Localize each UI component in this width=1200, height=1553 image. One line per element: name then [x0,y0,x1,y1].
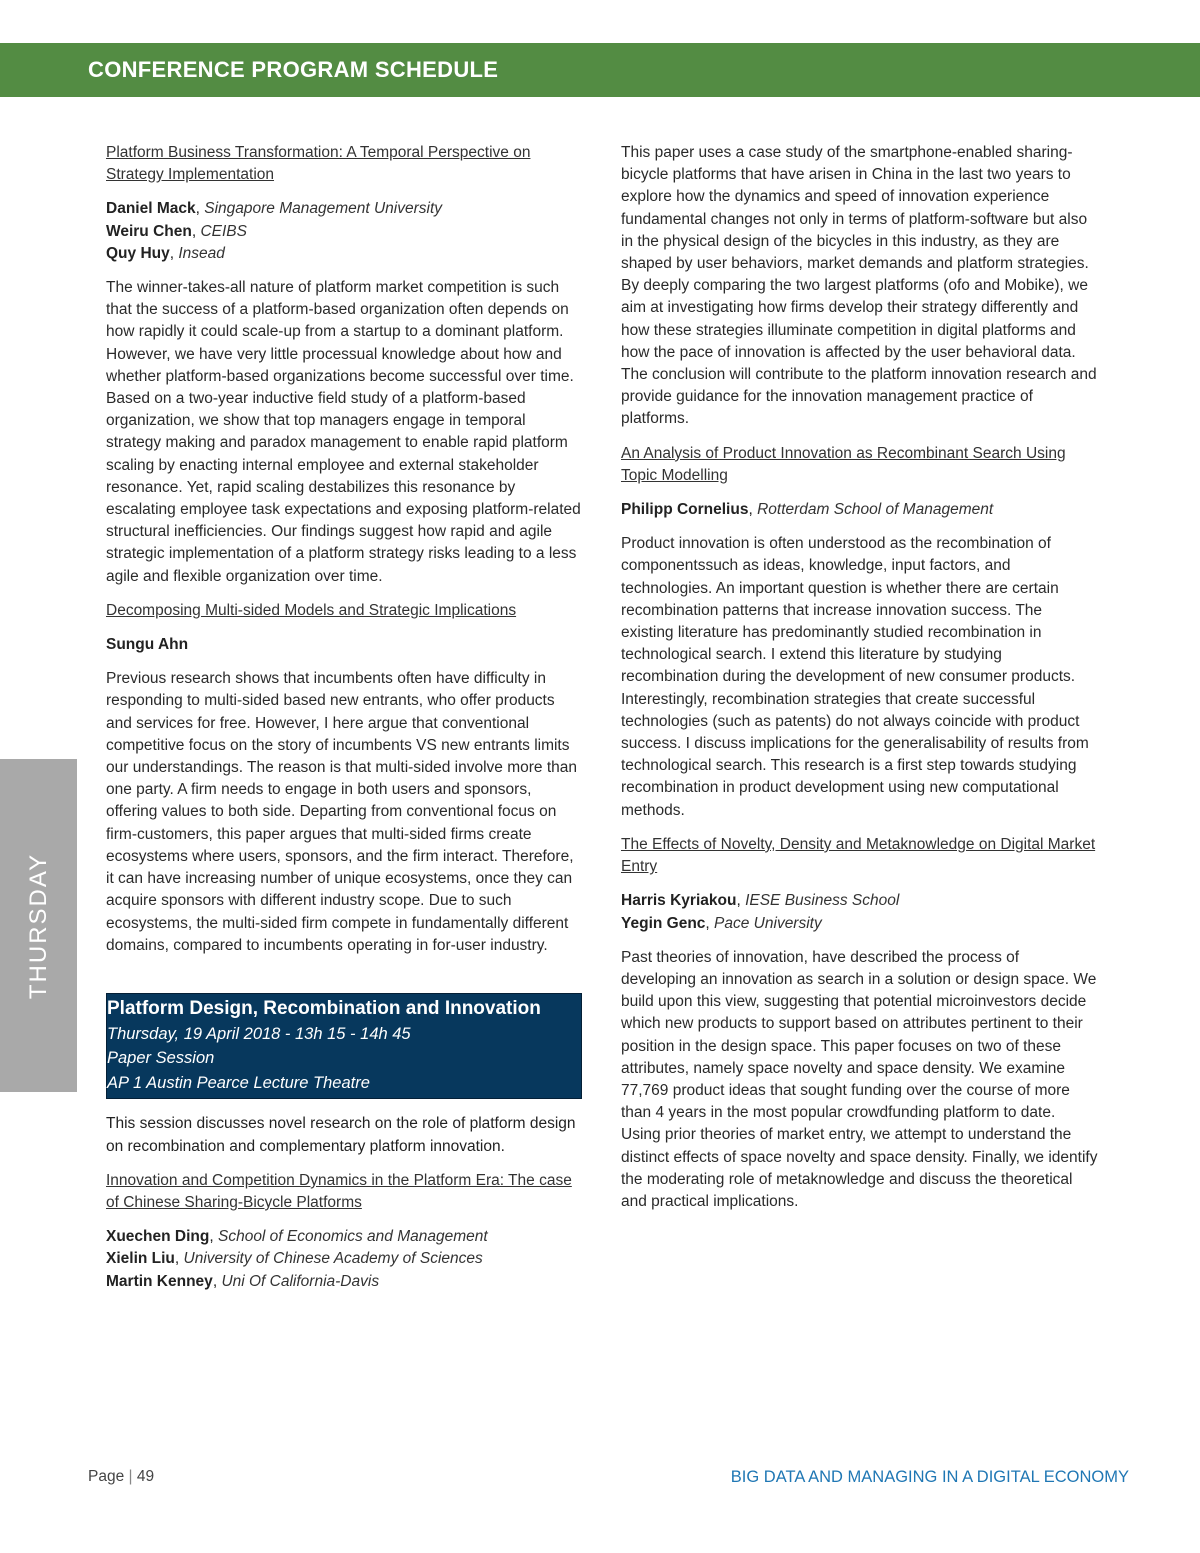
paper-abstract: The winner-takes-all nature of platform market competition is such that the success of a platform-based organization often depends on how rapidly it could scale-up from a startup to a dominant platform. However, we have very little processual knowledge about how and whether platform-based organizations become successful over time. Based on a two-year inductive field study of a platform-based organization, we show that top managers engage in temporal strategy making and paradox management to enable rapid platform scaling by enacting internal employee and external stakeholder resonance. Yet, rapid scaling destabilizes this resonance by escalating employee task expectations and exposing platform-related structural inefficiencies. Our findings suggest how rapid and agile strategic implementation of a platform strategy risks leading to a less agile and flexible organization over time. [106,279,581,585]
left-column [106,142,584,1305]
session-header-box [106,993,582,1100]
author-name: Daniel Mack [106,200,196,218]
paper-title[interactable]: Innovation and Competition Dynamics in the Platform Era: The case of Chinese Sharing-Bicycle Platforms [106,1171,572,1212]
paper-abstract: This paper uses a case study of the smartphone-enabled sharing-bicycle platforms that have arisen in China in the last two years to explore how the dynamics and speed of innovation experience fundamental changes not only in terms of platform-software but also in the physical design of the bicycles in this industry, as they are shaped by user behaviors, market demands and platform strategies. By deeply comparing the two largest platforms (ofo and Mobike), we aim at investigating how firms develop their strategy differently and how these strategies illuminate competition in digital platforms and how the pace of innovation is affected by the user behavioral data. The conclusion will contribute to the platform innovation research and provide guidance for the innovation management practice of platforms. [621,144,1097,428]
paper-title[interactable]: The Effects of Novelty, Density and Metaknowledge on Digital Market Entry [621,835,1096,876]
author-list [106,1226,584,1293]
footer-page-value: 49 [136,1468,155,1485]
author-name: Xuechen Ding [106,1228,210,1246]
session-type: Paper Session [107,1049,215,1068]
session-datetime: Thursday, 19 April 2018 - 13h 15 - 14h 45 [107,1024,411,1043]
author-name: Yegin Genc [621,914,706,932]
footer-page-label: Page [88,1468,125,1485]
footer-page-number [88,1468,154,1486]
paper-abstract: Product innovation is often understood as the recombination of componentssuch as ideas, knowledge, input factors, and technologies. An important question is whether there are certain recombination patterns that increase innovation success. The existing literature has predominantly studied recombination in technological search. I extend this literature by studying recombination during the development of new consumer products. Interestingly, recombination strategies that create successful technologies (such as patents) do not always coincide with product success. I discuss implications for the generalisability of results from technological search. This research is a first step towards studying recombination in product development using new computational methods. [621,535,1089,819]
author-entry: Harris Kyriakou, IESE Business School [621,892,900,910]
header-band [0,43,1200,97]
paper-title[interactable]: An Analysis of Product Innovation as Recombinant Search Using Topic Modelling [621,444,1066,484]
day-side-tab-label: THURSDAY [24,852,52,999]
author-affiliation: University of Chinese Academy of Sciences [183,1250,483,1268]
author-entry: Yegin Genc, Pace University [621,914,822,932]
paper-title[interactable]: Decomposing Multi-sided Models and Strategic Implications [106,601,517,619]
author-affiliation: School of Economics and Management [217,1228,488,1246]
author-entry [106,634,584,656]
author-entry: Martin Kenney, Uni Of California-Davis [106,1272,380,1290]
day-side-tab [0,759,77,1092]
author-affiliation: Pace University [714,914,822,932]
author-entry: Weiru Chen, CEIBS [106,222,247,240]
author-entry: Xielin Liu, University of Chinese Academy of Sciences [106,1250,483,1268]
right-column [621,142,1098,1225]
author-affiliation: IESE Business School [745,892,900,910]
paper-abstract: Previous research shows that incumbents often have difficulty in responding to multi-sided based new entrants, who offer products and services for free. However, I here argue that conventional competitive focus on the story of incumbents VS new entrants limits our understandings. The reason is that multi-sided involve more than one party. A firm needs to engage in both users and sponsors, offering values to both side. Departing from conventional focus on firm-customers, this paper argues that multi-sided firms create ecosystems where users, sponsors, and the firm interact. Therefore, it can have increasing number of unique ecosystems, once they can acquire sponsors with different industry scope. Due to such ecosystems, the multi-sided firm compete in fundamentally different domains, compared to incumbents operating in for-user industry. [106,670,578,954]
author-entry: Quy Huy, Insead [106,244,225,262]
author-name: Harris Kyriakou [621,892,737,910]
author-name: Martin Kenney [106,1272,213,1290]
page-header-title: CONFERENCE PROGRAM SCHEDULE [88,57,499,82]
author-list [621,499,1098,521]
footer-separator: | [128,1468,133,1485]
author-affiliation: CEIBS [200,222,247,240]
author-list [106,198,584,265]
paper-abstract: Past theories of innovation, have described the process of developing an innovation as search in a solution or design space. We build upon this view, suggesting that potential microinvestors decide which new products to support based on attributes pertinent to their position in the design space. This paper focuses on two of these attributes, namely space novelty and space density. We examine 77,769 product ideas that sought funding over the course of more than 4 years in the most popular crowdfunding platform to date. Using prior theories of market entry, we attempt to understand the distinct effects of space novelty and space density. Finally, we identify the moderating role of metaknowledge and discuss the theoretical and practical implications. [621,948,1098,1210]
author-name: Philipp Cornelius [621,501,749,519]
author-name: Weiru Chen [106,222,192,240]
author-entry: Philipp Cornelius, Rotterdam School of Management [621,501,994,519]
author-entry: Xuechen Ding, School of Economics and Management [106,1228,488,1246]
session-description: This session discusses novel research on the role of platform design on recombination and complementary platform innovation. [106,1115,576,1155]
author-entry: Daniel Mack, Singapore Management University [106,200,443,218]
paper-title[interactable]: Platform Business Transformation: A Temporal Perspective on Strategy Implementation [106,144,531,184]
author-list [106,634,584,656]
author-name: Xielin Liu [106,1250,175,1268]
author-affiliation: Rotterdam School of Management [757,501,994,519]
author-list [621,890,1098,934]
author-name: Sungu Ahn [106,636,189,654]
author-affiliation: Uni Of California-Davis [221,1272,380,1290]
author-name: Quy Huy [106,244,170,262]
author-affiliation: Insead [178,244,225,262]
author-affiliation: Singapore Management University [204,200,443,218]
session-title: Platform Design, Recombination and Innovation [107,997,541,1019]
footer-brand: BIG DATA AND MANAGING IN A DIGITAL ECONOMY [730,1468,1129,1486]
session-room: AP 1 Austin Pearce Lecture Theatre [107,1073,370,1092]
